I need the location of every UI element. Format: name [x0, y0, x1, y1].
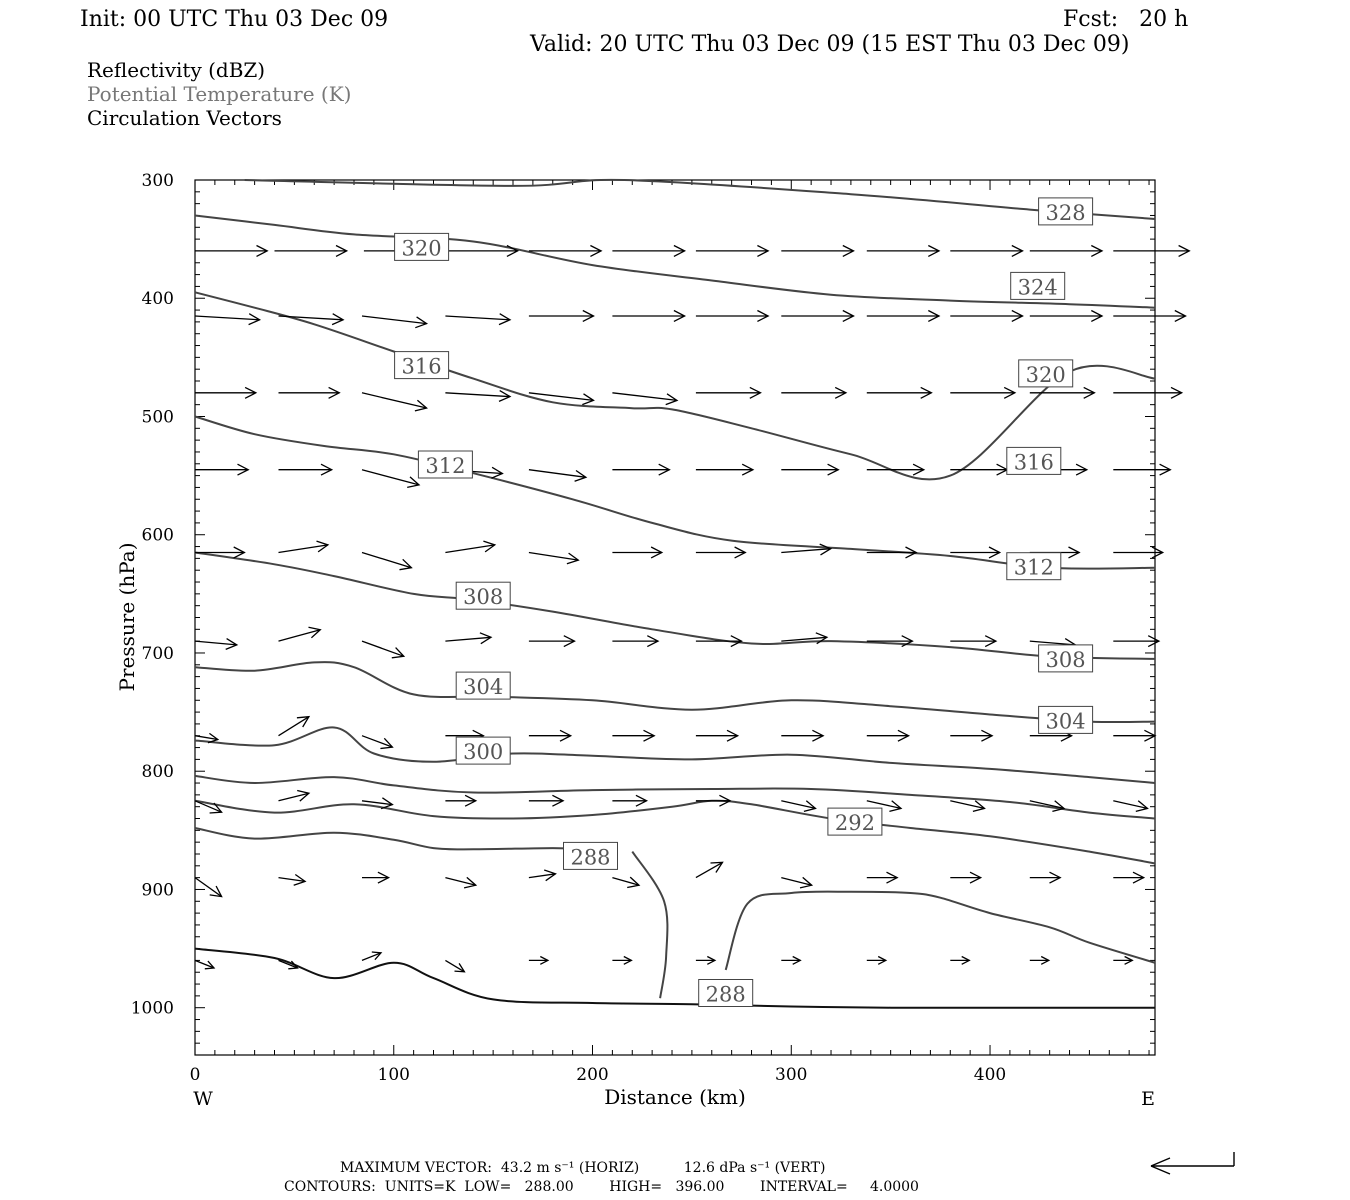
- reference-vector: [1151, 1152, 1234, 1174]
- circulation-vector: [279, 541, 328, 552]
- theta-contour-328: [245, 180, 1155, 219]
- y-axis-title: Pressure (hPa): [115, 542, 139, 692]
- circulation-vector: [529, 870, 556, 881]
- circulation-vector: [867, 311, 939, 322]
- circulation-vector: [696, 957, 715, 965]
- vector-shaft: [445, 393, 510, 397]
- circulation-vector: [950, 311, 1022, 322]
- circulation-vector: [950, 801, 984, 812]
- vector-shaft: [1030, 641, 1076, 645]
- contour-label: [1007, 553, 1061, 580]
- circulation-vector: [950, 730, 992, 741]
- circulation-vectors: [195, 246, 1189, 972]
- x-tick-label: 400: [973, 1065, 1007, 1085]
- contour-label: [456, 582, 510, 609]
- contour-label-text: 316: [1013, 450, 1054, 475]
- x-tick-labels: [190, 1065, 1007, 1085]
- circulation-vector: [1113, 464, 1170, 475]
- circulation-vector: [612, 311, 684, 322]
- circulation-vector: [362, 393, 427, 411]
- circulation-vector: [529, 795, 563, 806]
- circulation-vector: [696, 464, 753, 475]
- vector-shaft: [696, 862, 723, 877]
- circulation-vector: [1113, 636, 1159, 647]
- forecast-hour: Fcst: 20 h: [1063, 7, 1189, 32]
- contour-label-text: 312: [1013, 555, 1054, 580]
- contour-label-text: 328: [1045, 200, 1086, 225]
- circulation-vector: [279, 717, 309, 736]
- contour-label: [1011, 272, 1065, 299]
- circulation-vector: [867, 387, 932, 398]
- circulation-vector: [781, 311, 853, 322]
- contour-label: [456, 672, 510, 699]
- circulation-vector: [1113, 387, 1181, 398]
- circulation-vector: [445, 391, 510, 402]
- x-tick-label: 100: [377, 1065, 410, 1085]
- circulation-vector: [950, 464, 1007, 475]
- circulation-vector: [1030, 246, 1102, 257]
- theta-contour-288: [632, 852, 667, 999]
- vector-shaft: [445, 637, 491, 641]
- valid-time: Valid: 20 UTC Thu 03 Dec 09 (15 EST Thu 03 Dec 09): [530, 32, 1130, 57]
- circulation-vector: [362, 952, 381, 960]
- circulation-vector: [529, 553, 578, 564]
- circulation-vector: [279, 387, 340, 398]
- circulation-vector: [867, 464, 924, 475]
- circulation-vector: [362, 641, 404, 658]
- vector-shaft: [445, 316, 510, 320]
- contour-label: [1039, 198, 1093, 225]
- y-tick-label: 900: [141, 880, 174, 901]
- theta-contours: [195, 180, 1155, 1008]
- y-tick-label: 500: [141, 407, 174, 428]
- circulation-vector: [612, 464, 669, 475]
- contour-label-text: 288: [705, 982, 746, 1007]
- contour-label: [395, 352, 449, 379]
- contour-info-note: CONTOURS: UNITS=K LOW= 288.00 HIGH= 396.00 INTERVAL= 4.0000: [284, 1179, 919, 1195]
- circulation-vector: [529, 636, 575, 647]
- circulation-vector: [781, 877, 811, 888]
- circulation-vector: [612, 636, 658, 647]
- circulation-vector: [1030, 957, 1049, 965]
- circulation-vector: [781, 957, 800, 965]
- circulation-vector: [1030, 872, 1060, 883]
- circulation-vector: [696, 795, 730, 806]
- circulation-vector: [195, 639, 237, 650]
- circulation-vector: [867, 872, 897, 883]
- circulation-vector: [362, 470, 419, 488]
- circulation-vector: [867, 730, 909, 741]
- circulation-vector: [612, 393, 677, 405]
- circulation-vector: [696, 246, 768, 257]
- vector-shaft: [279, 316, 344, 320]
- circulation-vector: [696, 387, 761, 398]
- legend-circulation-vectors: Circulation Vectors: [87, 106, 282, 130]
- contour-label-text: 316: [401, 354, 442, 379]
- circulation-vector: [867, 547, 916, 558]
- vector-shaft: [781, 549, 830, 553]
- vector-shaft: [362, 393, 427, 408]
- legend-potential-temperature: Potential Temperature (K): [87, 82, 352, 106]
- contour-label: [456, 737, 510, 764]
- x-tick-label: 200: [576, 1065, 609, 1085]
- circulation-vector: [950, 636, 996, 647]
- vector-shaft: [279, 545, 328, 553]
- y-tick-label: 400: [141, 289, 174, 310]
- vector-shaft: [195, 316, 260, 320]
- circulation-vector: [445, 541, 494, 552]
- circulation-vector: [781, 730, 823, 741]
- x-tick-label: 0: [189, 1065, 201, 1085]
- y-tick-label: 800: [141, 762, 174, 783]
- contour-label-text: 288: [570, 845, 611, 870]
- contour-label-text: 304: [1045, 709, 1086, 734]
- x-axis-title: Distance (km): [604, 1085, 746, 1109]
- circulation-vector: [362, 553, 411, 570]
- contour-label: [699, 980, 753, 1007]
- contour-label: [1039, 706, 1093, 733]
- contour-label: [564, 842, 618, 869]
- circulation-vector: [696, 730, 738, 741]
- circulation-vector: [529, 957, 548, 965]
- circulation-vector: [445, 960, 464, 971]
- west-label: W: [193, 1088, 213, 1110]
- circulation-vector: [362, 872, 389, 883]
- circulation-vector: [1113, 311, 1185, 322]
- circulation-vector: [867, 246, 939, 257]
- circulation-vector: [1113, 246, 1189, 257]
- circulation-vector: [867, 636, 913, 647]
- theta-contour-308: [195, 662, 1155, 722]
- circulation-vector: [781, 387, 846, 398]
- circulation-vector: [781, 246, 853, 257]
- contour-label: [828, 808, 882, 835]
- circulation-vector: [867, 957, 886, 965]
- circulation-vector: [781, 464, 838, 475]
- contour-label-text: 308: [1045, 647, 1086, 672]
- circulation-vector: [696, 547, 745, 558]
- vector-shaft: [362, 641, 404, 656]
- circulation-vector: [1030, 311, 1102, 322]
- circulation-vector: [529, 311, 594, 322]
- contour-label-text: 292: [834, 811, 875, 836]
- circulation-vector: [1030, 387, 1095, 398]
- circulation-vector: [279, 875, 306, 886]
- vector-shaft: [279, 717, 309, 736]
- vector-shaft: [445, 545, 494, 553]
- contour-label-text: 308: [463, 585, 504, 610]
- contour-label-text: 304: [463, 675, 504, 700]
- max-vector-note: MAXIMUM VECTOR: 43.2 m s⁻¹ (HORIZ) 12.6 dPa s⁻¹ (VERT): [340, 1160, 826, 1176]
- circulation-vector: [612, 957, 631, 965]
- vector-shaft: [195, 878, 222, 897]
- circulation-vector: [1113, 801, 1147, 812]
- circulation-vector: [529, 730, 571, 741]
- circulation-vector: [1113, 872, 1143, 883]
- contour-label-text: 312: [425, 454, 466, 478]
- theta-contour-316: [195, 417, 1155, 569]
- circulation-vector: [195, 464, 248, 475]
- circulation-vector: [195, 314, 260, 325]
- theta-contour-288: [726, 892, 1155, 970]
- circulation-vector: [275, 246, 347, 257]
- y-tick-label: 600: [141, 525, 174, 546]
- circulation-vector: [279, 464, 332, 475]
- contour-label-text: 320: [401, 236, 442, 261]
- circulation-vector: [696, 311, 768, 322]
- circulation-vector: [1113, 957, 1132, 965]
- contour-label: [395, 233, 449, 260]
- circulation-vector: [1113, 730, 1155, 741]
- y-tick-label: 700: [141, 643, 174, 664]
- circulation-vector: [950, 246, 1022, 257]
- y-tick-label: 300: [141, 171, 174, 191]
- circulation-vector: [445, 795, 475, 806]
- circulation-vector: [529, 470, 586, 482]
- circulation-vector: [445, 314, 510, 325]
- circulation-vector: [950, 957, 969, 965]
- circulation-vector: [279, 791, 309, 802]
- theta-contour-292: [195, 828, 581, 849]
- circulation-vector: [279, 627, 321, 641]
- contour-label: [418, 451, 472, 478]
- contour-label-text: 300: [463, 740, 504, 765]
- circulation-vector: [612, 795, 646, 806]
- contour-label-text: 320: [1025, 362, 1066, 387]
- contour-label: [1019, 360, 1073, 387]
- circulation-vector: [445, 633, 491, 644]
- circulation-vector: [195, 246, 267, 257]
- circulation-vector: [1113, 547, 1162, 558]
- init-time: Init: 00 UTC Thu 03 Dec 09: [80, 7, 389, 32]
- circulation-vector: [195, 878, 222, 897]
- vector-head: [455, 963, 465, 971]
- circulation-vector: [612, 547, 661, 558]
- circulation-vector: [612, 730, 654, 741]
- legend-reflectivity: Reflectivity (dBZ): [87, 58, 266, 82]
- circulation-vector: [195, 387, 256, 398]
- circulation-vector: [362, 316, 427, 328]
- circulation-vector: [362, 736, 392, 749]
- circulation-vector: [950, 872, 980, 883]
- theta-contour-284: [195, 949, 1155, 1008]
- contour-label-text: 324: [1017, 275, 1058, 300]
- circulation-vector: [696, 862, 723, 877]
- circulation-vector: [950, 387, 1015, 398]
- circulation-vector: [612, 246, 684, 257]
- east-label: E: [1141, 1088, 1155, 1110]
- theta-contour-304: [195, 727, 1155, 783]
- circulation-vector: [612, 877, 639, 887]
- contour-label: [1007, 447, 1061, 474]
- x-tick-label: 300: [775, 1065, 808, 1085]
- contour-label: [1039, 645, 1093, 672]
- vector-shaft: [529, 553, 578, 561]
- y-tick-label: 1000: [130, 998, 174, 1019]
- circulation-vector: [445, 877, 475, 888]
- theta-contour-300: [195, 776, 1155, 819]
- circulation-vector: [195, 960, 214, 968]
